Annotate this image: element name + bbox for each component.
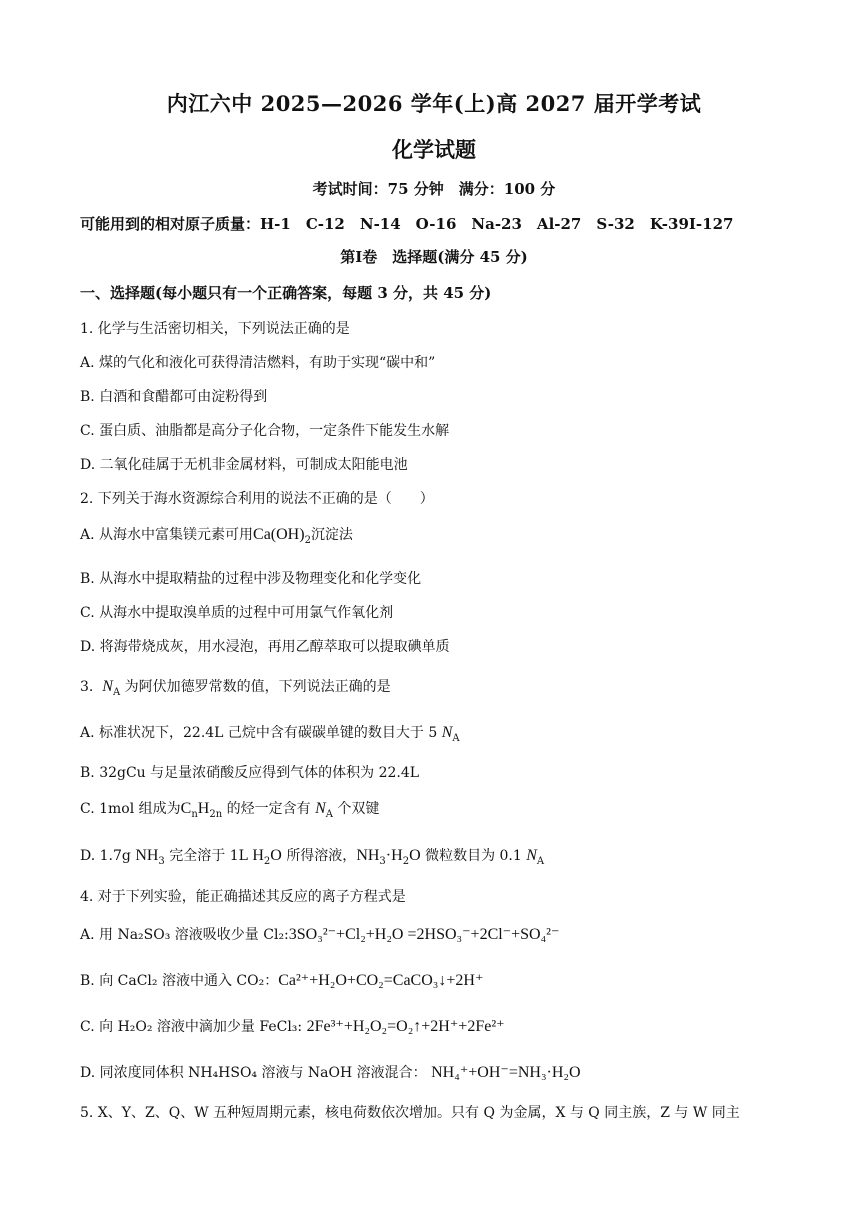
q3-option-c: C. 1mol 组成为$C_nH_{2n}$ 的烃一定含有 $N_A$ 个双键 (80, 800, 380, 820)
subject-title: 化学试题 (392, 137, 476, 162)
na-symbol: N (102, 678, 113, 695)
q2-stem: 2. 下列关于海水资源综合利用的说法不正确的是（ ） (80, 491, 434, 507)
section-heading: 一、选择题(每小题只有一个正确答案，每题 3 分，共 45 分) (80, 284, 492, 302)
volume-heading: 第Ⅰ卷 选择题(满分 45 分) (340, 248, 528, 266)
q1-option-d: D. 二氧化硅属于无机非金属材料，可制成太阳能电池 (80, 457, 408, 473)
exam-title: 内江六中 2025—2026 学年(上)高 2027 届开学考试 (166, 91, 702, 116)
q1-stem: 1. 化学与生活密切相关，下列说法正确的是 (80, 321, 350, 337)
q2-a-formula: Ca(OH) (253, 526, 305, 543)
q4-option-d: D. 同浓度同体积 NH₄HSO₄ 溶液与 NaOH 溶液混合： NH₄⁺+OH⁻=NH₃·H₂O (80, 1064, 581, 1081)
exam-info: 考试时间：75 分钟 满分：100 分 (312, 180, 556, 198)
q2-option-c: C. 从海水中提取溴单质的过程中可用氯气作氧化剂 (80, 605, 394, 621)
q1-option-a: A. 煤的气化和液化可获得清洁燃料，有助于实现“碳中和” (80, 355, 436, 371)
q3-stem: 3. $N_A$ 为阿伏加德罗常数的值，下列说法正确的是 (80, 678, 391, 698)
q2-a-suffix: 沉淀法 (310, 527, 353, 543)
q4-stem: 4. 对于下列实验，能正确描述其反应的离子方程式是 (80, 889, 406, 905)
q2-option-b: B. 从海水中提取精盐的过程中涉及物理变化和化学变化 (80, 571, 422, 587)
q2-option-a (80, 524, 353, 546)
q2-a-subscript: 2 (304, 534, 311, 546)
q4-option-a: A. 用 Na₂SO₃ 溶液吸收少量 Cl₂:3SO₃²⁻+Cl₂+H₂O =2HSO₃⁻+2Cl⁻+SO₄²⁻ (80, 926, 560, 943)
q2-a-text: A. 从海水中富集镁元素可用 (80, 527, 254, 543)
q2-option-d: D. 将海带烧成灰，用水浸泡，再用乙醇萃取可以提取碘单质 (80, 639, 450, 655)
q1-option-c: C. 蛋白质、油脂都是高分子化合物，一定条件下能发生水解 (80, 423, 450, 439)
q3-option-a: A. 标准状况下，22.4L 己烷中含有碳碳单键的数目大于 5 $N_A$ (80, 724, 460, 744)
q3-option-b: B. 32gCu 与足量浓硝酸反应得到气体的体积为 22.4L (80, 765, 420, 781)
q5-stem: 5. X、Y、Z、Q、W 五种短周期元素，核电荷数依次增加。只有 Q 为金属，X 与 Q 同主族，Z 与 W 同主 (80, 1105, 740, 1121)
atomic-masses: 可能用到的相对原子质量：H-1 C-12 N-14 O-16 Na-23 Al-27 S-32 K-39I-127 (80, 215, 734, 233)
q4-option-b: B. 向 CaCl₂ 溶液中通入 CO₂：Ca²⁺+H₂O+CO₂=CaCO₃↓+2H⁺ (80, 972, 484, 989)
q3-option-d: D. 1.7g $NH_3$ 完全溶于 1L $H_2O$ 所得溶液，$NH_3\cdot H_2O$ 微粒数目为 0.1 $N_A$ (80, 847, 545, 867)
q4-option-c: C. 向 H₂O₂ 溶液中滴加少量 FeCl₃: 2Fe³⁺+H₂O₂=O₂↑+2H⁺+2Fe²⁺ (80, 1018, 505, 1035)
q1-option-b: B. 白酒和食醋都可由淀粉得到 (80, 389, 268, 405)
